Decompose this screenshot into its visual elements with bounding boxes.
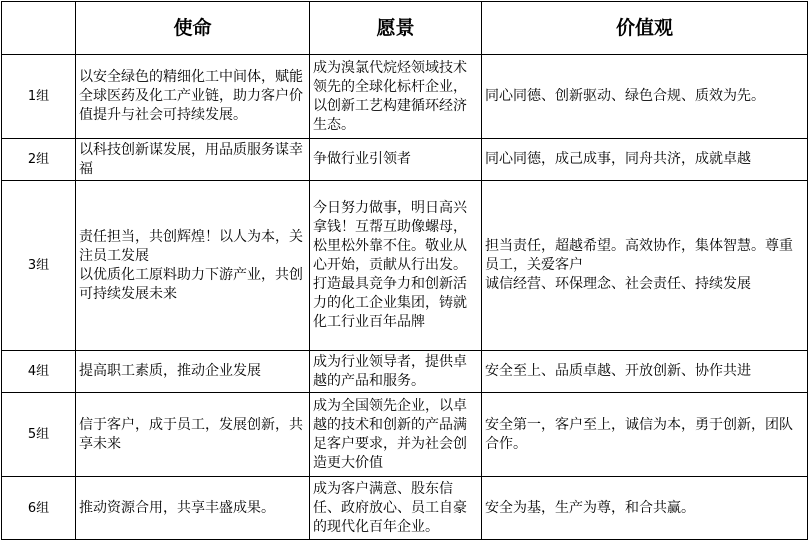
mission-cell: 以安全绿色的精细化工中间体，赋能全球医药及化工产业链，助力客户价值提升与社会可持续发展。 xyxy=(76,55,310,139)
header-row xyxy=(2,2,808,55)
values-cell: 同心同德、创新驱动、绿色合规、质效为先。 xyxy=(482,55,808,139)
table-row xyxy=(2,181,808,351)
group-cell: 4组 xyxy=(2,351,76,393)
table-row xyxy=(2,55,808,139)
mission-cell: 提高职工素质，推动企业发展 xyxy=(76,351,310,393)
mission-text: 责任担当，共创辉煌！以人为本，关注员工发展 以优质化工原料助力下游产业，共创可持续发展未来 xyxy=(79,228,303,302)
group-cell: 1组 xyxy=(2,55,76,139)
vision-cell xyxy=(310,181,482,351)
table-row xyxy=(2,477,808,540)
table-row xyxy=(2,139,808,181)
values-cell: 安全至上、品质卓越、开放创新、协作共进 xyxy=(482,351,808,393)
header-values: 价值观 xyxy=(482,2,808,55)
values-cell: 安全第一，客户至上，诚信为本，勇于创新，团队合作。 xyxy=(482,393,808,477)
values-cell xyxy=(482,181,808,351)
mission-cell xyxy=(76,181,310,351)
vision-cell: 成为客户满意、股东信任、政府放心、员工自豪的现代化百年企业。 xyxy=(310,477,482,540)
mission-cell: 推动资源合用，共享丰盛成果。 xyxy=(76,477,310,540)
group-cell: 6组 xyxy=(2,477,76,540)
values-table xyxy=(1,1,808,540)
header-vision: 愿景 xyxy=(310,2,482,55)
group-cell: 3组 xyxy=(2,181,76,351)
mission-cell: 以科技创新谋发展，用品质服务谋幸福 xyxy=(76,139,310,181)
vision-cell: 成为全国领先企业，以卓越的技术和创新的产品满足客户要求，并为社会创造更大价值 xyxy=(310,393,482,477)
values-cell: 安全为基，生产为尊，和合共赢。 xyxy=(482,477,808,540)
values-text: 担当责任，超越希望。高效协作，集体智慧。尊重员工，关爱客户 诚信经营、环保理念、社会责任、持续发展 xyxy=(485,238,793,292)
header-group xyxy=(2,2,76,55)
group-cell: 5组 xyxy=(2,393,76,477)
values-cell: 同心同德，成己成事，同舟共济，成就卓越 xyxy=(482,139,808,181)
vision-cell: 争做行业引领者 xyxy=(310,139,482,181)
vision-cell: 成为溴氯代烷烃领域技术领先的全球化标杆企业，以创新工艺构建循环经济生态。 xyxy=(310,55,482,139)
table-row xyxy=(2,351,808,393)
mission-cell: 信于客户，成于员工，发展创新，共享未来 xyxy=(76,393,310,477)
header-mission: 使命 xyxy=(76,2,310,55)
group-cell: 2组 xyxy=(2,139,76,181)
table-row xyxy=(2,393,808,477)
vision-text: 今日努力做事，明日高兴拿钱！互帮互助像螺母，松里松外靠不住。敬业从心开始，贡献从行出发。 打造最具竞争力和创新活力的化工企业集团，铸就化工行业百年品牌 xyxy=(313,200,467,330)
vision-cell: 成为行业领导者，提供卓越的产品和服务。 xyxy=(310,351,482,393)
